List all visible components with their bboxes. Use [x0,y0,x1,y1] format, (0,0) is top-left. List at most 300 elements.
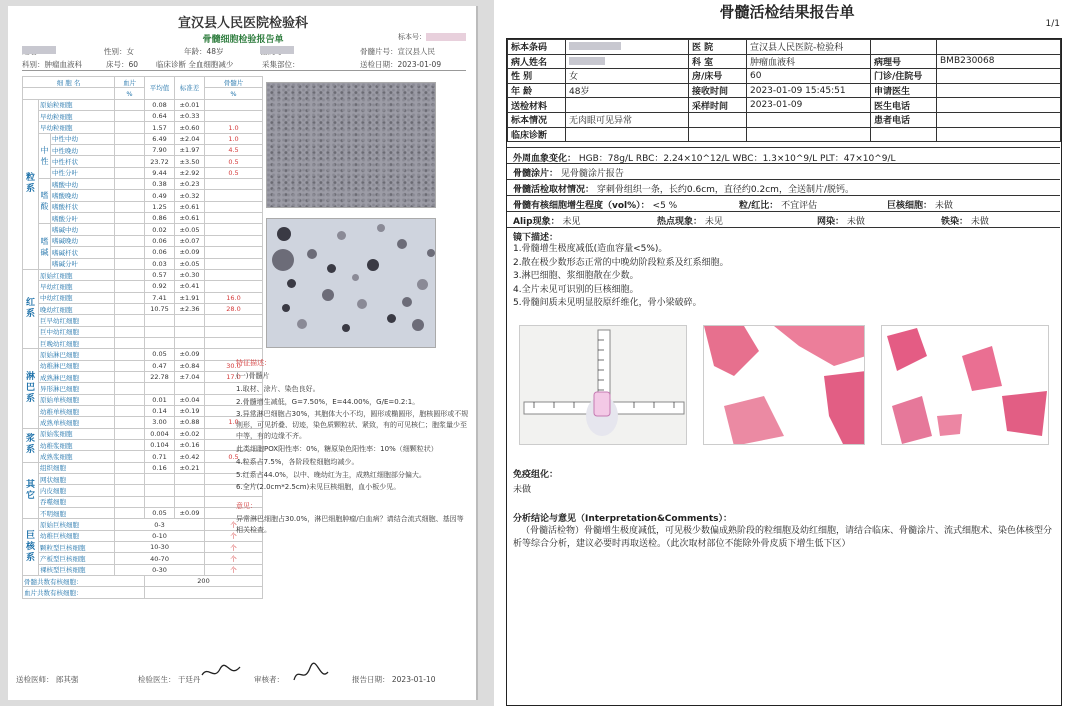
sd-value [175,326,205,337]
mean-value: 0.64 [145,111,175,122]
cell-dot [307,249,317,259]
cell-name: 幼稚巨核细胞 [39,530,115,541]
sd-value: ±0.33 [175,111,205,122]
info-value: 宣汉县人民医院-检验科 [747,40,871,55]
mean-value: 0.06 [145,235,175,246]
sender-doctor: 送检医师： 郎其强 [16,675,79,684]
info-label [689,112,747,127]
cell-name: 成熟浆细胞 [39,451,115,462]
dept-field: 科别：肿瘤血液科 [22,60,82,69]
sd-value: ±1.91 [175,292,205,303]
feature-item: 1.取材、涂片、染色良好。 [236,384,320,393]
cell-name: 原始单核细胞 [39,394,115,405]
table-row [508,127,1061,142]
info-label: 房/床号 [689,69,747,84]
header-percent: % [205,88,263,99]
info-value [747,127,871,142]
cell-dot [297,319,307,329]
blood-value [115,485,145,496]
reference-range: 0-30 [115,564,205,575]
cell-dot [352,274,359,281]
table-row [23,383,263,394]
feature-item: 5.红系占44.0%，以中、晚幼红为主，成熟红细胞部分偏大。 [236,470,426,479]
reticulin-stain: 网染： 未做 [817,217,865,227]
info-value [937,98,1061,113]
cell-dot [427,249,435,257]
immuno-value: 未做 [513,485,532,495]
opinion-text: 异常淋巴细胞占30.0%，淋巴细胞肿瘤/白血病？请结合流式细胞、基因等相关检查。 [236,515,464,534]
hospital-title: 宣汉县人民医院检验科 [177,16,308,31]
group-label: 浆系 [23,428,39,462]
info-value [566,127,689,142]
blood-value [115,405,145,416]
blood-value [115,451,145,462]
bone-marrow-biopsy-report [494,0,1080,706]
sd-value: ±0.07 [175,235,205,246]
table-row [23,326,263,337]
blood-value [115,474,145,485]
report-subtitle: 骨髓细胞检验报告单 [202,35,284,45]
info-label [871,127,937,142]
blood-value [115,167,145,178]
info-value: 女 [566,69,689,84]
marrow-value [205,315,263,326]
marrow-value [205,99,263,110]
blood-value [115,383,145,394]
table-row [23,405,263,416]
cell-dot [287,279,296,288]
sd-value: ±0.04 [175,394,205,405]
blood-value [115,224,145,235]
feature-item: 4.粒系占7.5%，各阶段粒细胞均减少。 [236,457,359,466]
sd-value: ±0.05 [175,258,205,269]
blood-value [115,133,145,144]
reviewer-signature [292,662,330,686]
peripheral-blood: 外周血象变化： HGB：78g/L RBC：2.24×10^12/L WBC：1.3×10^9/L PLT：47×10^9/L [513,154,896,164]
blood-value [115,201,145,212]
marrow-value [205,269,263,280]
table-row [23,111,263,122]
mean-value: 7.41 [145,292,175,303]
marrow-value: 0.5 [205,451,263,462]
marrow-value [205,247,263,258]
sd-value: ±0.05 [175,224,205,235]
table-row [23,530,263,541]
sd-value: ±0.21 [175,462,205,473]
cell-dot [322,289,334,301]
table-row [23,315,263,326]
cell-name: 嗜碱晚幼 [51,235,115,246]
mean-value: 0.86 [145,213,175,224]
subgroup-label: 中性 [39,133,51,178]
mean-value: 0.05 [145,508,175,519]
sample-condition: 骨髓活检取材情况： 穿刺骨组织一条，长约0.6cm，直径约0.2cm，全送制片/脱钙。 [513,185,854,195]
info-value [937,83,1061,98]
cell-name: 幼稚淋巴细胞 [39,360,115,371]
header-percent: % [115,88,145,99]
blood-value [115,303,145,314]
table-row [23,485,263,496]
reference-range: 10-30 [115,542,205,553]
ruler-photo [520,326,687,445]
he-stain-1 [704,326,865,445]
blood-value [115,360,145,371]
micro-item: 3.淋巴细胞、浆细胞散在少数。 [513,271,639,281]
mean-value: 0.14 [145,405,175,416]
mean-value: 0.06 [145,247,175,258]
count-value: 200 [145,576,263,587]
cellularity: 骨髓有核细胞增生程度（vol%）： <5 % [513,201,678,211]
blood-value [115,292,145,303]
header-cell-name: 细 胞 名 [23,77,115,88]
table-row [23,167,263,178]
table-row [23,224,263,235]
blood-value [115,99,145,110]
sd-value: ±0.42 [175,451,205,462]
table-row [23,133,263,144]
table-row [23,292,263,303]
blood-value [115,496,145,507]
mean-value: 1.25 [145,201,175,212]
marrow-value: 1.0 [205,417,263,428]
table-row [508,83,1061,98]
cell-name: 早幼粒细胞 [39,122,115,133]
table-row [23,201,263,212]
info-value [566,54,689,69]
marrow-value: 17.0 [205,371,263,382]
marrow-value: 16.0 [205,292,263,303]
info-label: 医 院 [689,40,747,55]
info-label: 医生电话 [871,98,937,113]
group-label: 其它 [23,462,39,519]
info-label: 临床诊断 [508,127,566,142]
table-row [23,474,263,485]
marrow-value [205,235,263,246]
blood-value [115,440,145,451]
cell-name: 中幼红细胞 [39,292,115,303]
feature-section: (一)骨髓片 [236,371,270,380]
table-row [23,564,263,575]
blood-value [115,122,145,133]
sd-value: ±2.36 [175,303,205,314]
table-row [23,496,263,507]
marrow-value: 0.5 [205,156,263,167]
cell-name: 晚幼红细胞 [39,303,115,314]
cell-name: 原始浆细胞 [39,428,115,439]
biopsy-section-image-2 [881,325,1049,445]
group-label: 粒系 [23,99,39,269]
sd-value [175,315,205,326]
marrow-value [205,111,263,122]
unit-flag: 个 [205,564,263,575]
hotspot: 热点现象： 未见 [657,217,723,227]
page-number: 1/1 [1045,19,1060,29]
table-row [23,519,263,530]
cell-name: 成熟单核细胞 [39,417,115,428]
table-row [23,258,263,269]
feature-item: 2.骨髓增生减低，G=7.50%，E=44.00%，G/E=0.2:1。 [236,397,420,406]
cell-name: 早幼粒细胞 [39,111,115,122]
conclusion-text: （骨髓活检物）骨髓增生极度减低，可见极少数偏成熟阶段的粒细胞及幼红细胞，请结合临床、骨髓涂片、流式细胞术、染色体核型分析等综合分析，建议必要时再取送检。（此次取材部位不能除外骨皮质下增生低下区） [513,526,1053,549]
tester-doctor: 检验医生： 于廷丹 [138,675,201,684]
micro-item: 5.骨髓间质未见明显胶原纤维化，骨小梁破碎。 [513,298,702,308]
table-row [23,281,263,292]
cell-dot [337,231,346,240]
reference-range: 40-70 [115,553,205,564]
cell-name: 嗜碱中幼 [51,224,115,235]
megakaryocyte: 巨核细胞： 未做 [887,201,953,211]
cell-dot [377,224,385,232]
sd-value: ±0.02 [175,428,205,439]
mean-value: 9.44 [145,167,175,178]
report-date: 报告日期： 2023-01-10 [352,675,436,684]
blood-value [115,281,145,292]
marrow-smear: 骨髓涂片： 见骨髓涂片报告 [513,169,624,179]
blood-value [115,156,145,167]
mean-value: 3.00 [145,417,175,428]
sd-value: ±1.97 [175,145,205,156]
mean-value [145,485,175,496]
ge-ratio: 粒/红比： 不宜评估 [739,201,818,211]
blood-value [115,213,145,224]
sd-value [175,474,205,485]
info-value: 2023-01-09 15:45:51 [747,83,871,98]
cell-name: 不明细胞 [39,508,115,519]
cell-name: 早幼红细胞 [39,281,115,292]
mean-value: 0.57 [145,269,175,280]
cell-name: 成熟淋巴细胞 [39,371,115,382]
info-label: 科 室 [689,54,747,69]
sd-value: ±0.19 [175,405,205,416]
blood-value [115,462,145,473]
blood-value [115,394,145,405]
mean-value [145,337,175,348]
cell-dot [412,319,424,331]
cell-dot [282,304,290,312]
mean-value: 0.47 [145,360,175,371]
sd-value: ±0.16 [175,440,205,451]
conclusion-heading: 分析结论与意见（Interpretation&Comments）： [513,514,733,524]
info-label: 门诊/住院号 [871,69,937,84]
micro-description-list [513,243,729,311]
table-row [508,40,1061,55]
cell-name: 嗜酸分叶 [51,213,115,224]
cell-name: 产板型巨核细胞 [39,553,115,564]
sd-value: ±0.09 [175,508,205,519]
feature-item: 3.异常淋巴细胞占30%，其胞体大小不均，圆形或椭圆形，胞核圆形或不规则形，可见折叠、切迹，染色质颗粒状、紧致，有的可见核仁；胞浆量少至中等，有的边缘不齐。 [236,410,469,441]
mean-value: 6.49 [145,133,175,144]
mean-value: 0.02 [145,224,175,235]
sd-value: ±0.84 [175,360,205,371]
micro-item: 1.骨髓增生极度减低(造血容量<5%)。 [513,244,668,254]
info-value: 无肉眼可见异常 [566,112,689,127]
marrow-value [205,213,263,224]
cell-dot [277,227,291,241]
info-value [566,98,689,113]
table-row [23,553,263,564]
sd-value [175,496,205,507]
marrow-value [205,337,263,348]
table-row [23,394,263,405]
mean-value: 0.92 [145,281,175,292]
micro-item: 4.全片未见可识别的巨核细胞。 [513,284,639,295]
mean-value: 0.03 [145,258,175,269]
cell-name: 巨中幼红细胞 [39,326,115,337]
biopsy-section-image-1 [703,325,865,445]
marrow-value [205,190,263,201]
feature-heading: 特征描述： [236,359,271,367]
marrow-value [205,224,263,235]
marrow-value [205,258,263,269]
cell-name: 原始巨核细胞 [39,519,115,530]
feature-description [236,358,470,538]
info-label: 采样时间 [689,98,747,113]
mean-value: 0.01 [145,394,175,405]
cell-name: 幼稚单核细胞 [39,405,115,416]
mean-value: 0.08 [145,99,175,110]
blood-value [115,258,145,269]
cell-name: 嗜酸中幼 [51,179,115,190]
immuno-heading: 免疫组化： [513,470,559,480]
header-sd: 标准差 [175,77,205,100]
info-label: 病理号 [871,54,937,69]
table-row [23,213,263,224]
sd-value: ±2.92 [175,167,205,178]
cell-dot [327,264,336,273]
info-value [566,40,689,55]
age-field: 年龄：48岁 [184,47,224,56]
blood-value [115,145,145,156]
sd-value: ±0.32 [175,190,205,201]
mean-value [145,326,175,337]
cell-name: 原始淋巴细胞 [39,349,115,360]
group-label: 红系 [23,269,39,348]
table-row [23,235,263,246]
table-row [23,303,263,314]
blood-value [115,326,145,337]
info-value [937,127,1061,142]
cell-dot [402,297,412,307]
he-stain-2 [882,326,1049,445]
reference-range: 0-10 [115,530,205,541]
reference-range: 0-3 [115,519,205,530]
marrow-value [205,201,263,212]
table-row [23,179,263,190]
info-label: 性 别 [508,69,566,84]
blood-value [115,417,145,428]
table-row [508,54,1061,69]
blood-value [115,349,145,360]
sd-value: ±0.01 [175,99,205,110]
mean-value: 0.38 [145,179,175,190]
biopsy-info-table [507,39,1061,142]
marrow-value: 28.0 [205,303,263,314]
mean-value: 0.05 [145,349,175,360]
blood-value [115,269,145,280]
blood-value [115,508,145,519]
cell-name: 中性杆状 [51,156,115,167]
table-row [23,190,263,201]
bone-marrow-cell-report [8,6,478,700]
reviewer: 审核者： [254,675,284,684]
feature-item: 6.全片(2.0cm*2.5cm)未见巨核细胞，血小板少见。 [236,483,401,492]
tester-signature [200,661,242,685]
cell-name: 异形淋巴细胞 [39,383,115,394]
subgroup-label: 嗜酸 [39,179,51,224]
info-label: 标本情况 [508,112,566,127]
cell-name: 嗜酸晚幼 [51,190,115,201]
mean-value [145,496,175,507]
cell-name: 内皮细胞 [39,485,115,496]
sd-value: ±0.60 [175,122,205,133]
unit-flag: 个 [205,553,263,564]
specimen-no-label: 标本号： [398,32,466,42]
sd-value: ±7.04 [175,371,205,382]
info-value: BMB230068 [937,54,1061,69]
marrow-micrograph-low [266,82,436,208]
table-row [23,269,263,280]
marrow-value: 30.0 [205,360,263,371]
sd-value: ±3.50 [175,156,205,167]
cell-dot [342,324,350,332]
cell-name: 嗜酸杆状 [51,201,115,212]
mean-value [145,383,175,394]
sd-value: ±2.04 [175,133,205,144]
info-value: 肿瘤血液科 [747,54,871,69]
table-row [508,69,1061,84]
marrow-value: 0.5 [205,167,263,178]
mean-value: 0.71 [145,451,175,462]
table-row [23,371,263,382]
cell-name: 幼稚浆细胞 [39,440,115,451]
table-row [23,349,263,360]
table-row [508,98,1061,113]
site-field: 采集部位： [262,60,300,69]
cell-dot [417,279,428,290]
specimen-photo [519,325,687,445]
info-label [871,40,937,55]
cell-name: 嗜碱杆状 [51,247,115,258]
blood-value [115,371,145,382]
bed-field: 床号：60 [106,60,139,69]
table-row [23,462,263,473]
table-row [23,508,263,519]
table-row [23,337,263,348]
subgroup-label: 嗜碱 [39,224,51,269]
mean-value [145,315,175,326]
cell-name: 裸核型巨核细胞 [39,564,115,575]
sd-value: ±0.61 [175,213,205,224]
cell-name: 颗粒型巨核细胞 [39,542,115,553]
mean-value: 7.90 [145,145,175,156]
marrow-value: 1.0 [205,133,263,144]
info-value [747,112,871,127]
cell-name: 吞噬细胞 [39,496,115,507]
cell-dot [387,314,396,323]
blood-value [115,235,145,246]
blood-value [115,179,145,190]
cell-dot [272,249,294,271]
mean-value: 23.72 [145,156,175,167]
info-value: 48岁 [566,83,689,98]
cell-name: 嗜碱分叶 [51,258,115,269]
sd-value [175,485,205,496]
mean-value: 0.004 [145,428,175,439]
mean-value: 1.57 [145,122,175,133]
cell-name: 巨早幼红细胞 [39,315,115,326]
cell-name: 中性中幼 [51,133,115,144]
sd-value: ±0.09 [175,349,205,360]
